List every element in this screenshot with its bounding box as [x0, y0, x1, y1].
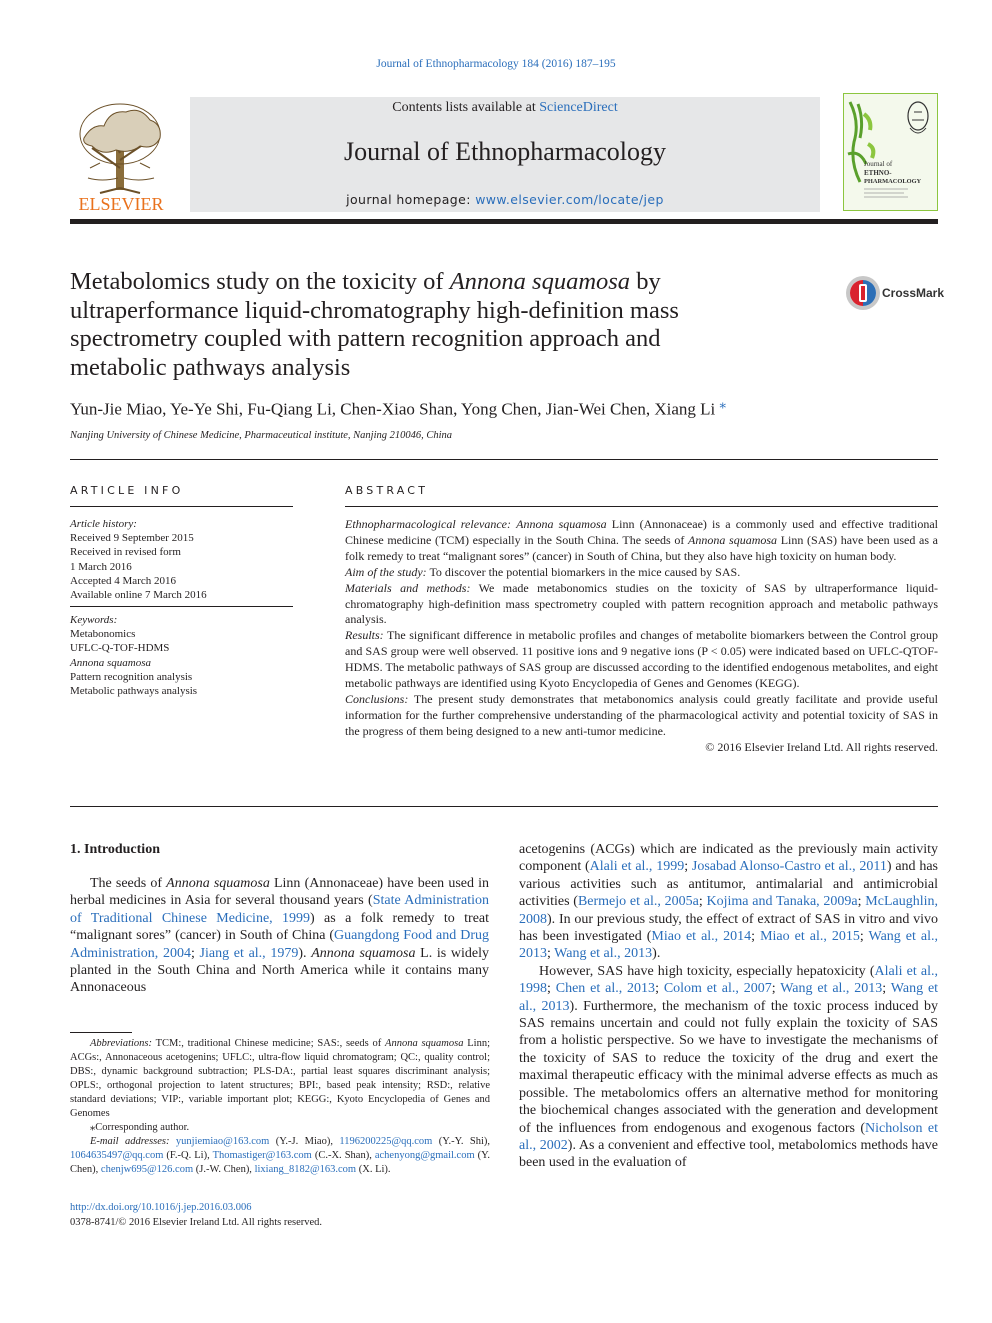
crossmark-label: CrossMark: [882, 286, 945, 300]
citation-link[interactable]: Jiang et al., 1979: [199, 945, 299, 961]
keywords-label: Keywords:: [70, 614, 118, 626]
title-part-2: by ultraperformance liquid-chromatography high-definition mass spectrometry coupled with pattern recognition approach and metabolic pathways analysis: [70, 268, 679, 381]
contents-prefix: Contents lists available at: [392, 100, 540, 115]
citation-link[interactable]: Chen et al., 2013: [555, 981, 656, 997]
title-part-1: Metabolomics study on the toxicity of: [70, 268, 450, 295]
text: ).: [298, 945, 312, 961]
abstract-aim: [345, 565, 938, 581]
article-info-heading: ARTICLE INFO: [70, 484, 184, 497]
relevance-text: Linn (SAS) have been used as a folk remedy to treat “malignant sores” (cancer) in South of China, but they also have high toxicity on human body.: [345, 532, 938, 563]
citation-link[interactable]: Nicholson et al., 2002: [519, 1120, 939, 1153]
author-list: [70, 396, 726, 420]
left-column: [70, 875, 489, 997]
publisher-name: ELSEVIER: [78, 194, 164, 214]
cover-line-3: PHARMACOLOGY: [864, 178, 922, 185]
email-label: E-mail addresses:: [90, 1136, 170, 1147]
email-owner: (Y.-J. Miao),: [269, 1136, 333, 1147]
citation-link[interactable]: Alali et al., 1998: [519, 963, 938, 997]
email-owner: (X. Li).: [356, 1164, 391, 1175]
cover-art-icon: [844, 94, 938, 211]
abstract-bottom-rule: [70, 806, 938, 807]
article-title: [70, 268, 760, 382]
text: TCM:, traditional Chinese medicine; SAS:, seeds of: [152, 1038, 386, 1049]
text: ;: [684, 859, 692, 875]
text: ;: [547, 981, 556, 997]
journal-title: Journal of Ethnopharmacology: [343, 137, 667, 166]
methods-text: We made metabonomics studies on the toxicity of SAS by ultraperformance liquid-chromatography high-definition mass spectrometry coupled with pattern recognition approach and metabolic pathways analysis.: [345, 580, 939, 627]
title-species: Annona squamosa: [449, 268, 631, 295]
history-line: Received 9 September 2015: [70, 532, 194, 545]
intro-paragraph: [519, 963, 938, 1172]
aim-text: To discover the potential biomarkers in the mice caused by SAS.: [426, 564, 741, 579]
keyword: Metabolic pathways analysis: [70, 685, 198, 698]
text: Linn (Annonaceae) have been used in herbal medicines in Asia for several thousand years (: [70, 876, 489, 909]
keyword: Annona squamosa: [70, 656, 151, 669]
citation-link[interactable]: Miao et al., 2014: [651, 929, 752, 945]
homepage-line: [190, 192, 820, 207]
right-column: [519, 841, 938, 1172]
text: ) as a folk remedy to treat “malignant sores” (cancer) in South of China (: [70, 910, 490, 944]
citation-link[interactable]: Bermejo et al., 2005a: [577, 894, 699, 910]
cover-line-2: ETHNO-: [864, 169, 892, 177]
email-owner: (F.-Q. Li),: [163, 1150, 210, 1161]
email-link[interactable]: 1196200225@qq.com: [339, 1136, 433, 1147]
crossmark-icon: [845, 275, 881, 311]
history-line: Accepted 4 March 2016: [70, 574, 176, 587]
species-name: Annona squamosa: [385, 1038, 464, 1049]
methods-label: Materials and methods:: [345, 580, 471, 595]
citation-link[interactable]: Wang et al., 2013: [554, 946, 653, 962]
conclusions-label: Conclusions:: [345, 691, 409, 706]
text: Linn; ACGs:, Annonaceous acetogenins; UFLC:, ultra-flow liquid chromatogram; QC:, quality control; DBS:, dynamic background subtraction; PLS-DA:, partial least squares discriminant analysis; OPLS:, orthogonal projection to latent structures; BPI:, based peak intensity; RSD:, relative standard deviations; VIP:, variable important plot; KEGG:, Kyoto Encyclopedia of Genes and Genomes: [70, 1038, 491, 1119]
relevance-text: Linn (Annonaceae) is a commonly used and effective traditional Chinese medicine (TCM) especially in the South China. The seeds of: [345, 517, 939, 547]
cover-line-1: Journal of: [864, 160, 893, 168]
crossmark-badge[interactable]: [845, 275, 945, 311]
text: acetogenins (ACGs) which are indicated as the previously main activity component (: [519, 842, 938, 875]
keyword: UFLC-Q-TOF-HDMS: [70, 642, 170, 655]
contents-line: [190, 100, 820, 116]
corresponding-footnote: ⁎Corresponding author.: [90, 1122, 190, 1133]
abstract-heading: ABSTRACT: [345, 484, 429, 497]
citation-link[interactable]: Wang et al., 2013: [780, 981, 883, 997]
history-line: Received in revised form: [70, 546, 181, 559]
history-line: 1 March 2016: [70, 560, 132, 573]
issn-copyright: 0378-8741/© 2016 Elsevier Ireland Ltd. All rights reserved.: [70, 1217, 323, 1228]
email-link[interactable]: lixiang_8182@163.com: [254, 1164, 357, 1175]
title-divider: [70, 459, 938, 460]
journal-cover-thumbnail[interactable]: [843, 93, 938, 211]
abstract-results: [345, 628, 938, 692]
citation-link[interactable]: State Administration of Traditional Chinese Medicine, 1999: [70, 893, 489, 926]
citation-link[interactable]: Alali et al., 1999: [589, 859, 685, 875]
text: ).: [652, 946, 661, 962]
authors-names[interactable]: Yun-Jie Miao, Ye-Ye Shi, Fu-Qiang Li, Chen-Xiao Shan, Yong Chen, Jian-Wei Chen, Xiang Li: [70, 399, 716, 419]
corresponding-author-mark[interactable]: ⁎: [719, 396, 726, 411]
footnote-rule: [70, 1032, 132, 1033]
journal-header-band: [190, 97, 820, 212]
text: ). As a convenient and effective tool, metabolomics methods have been used in the evaluation of: [519, 1137, 938, 1171]
email-owner: (Y. Chen),: [70, 1150, 491, 1175]
relevance-label: Ethnopharmacological relevance:: [345, 517, 511, 531]
citation-link[interactable]: Guangdong Food and Drug Administration, 2004: [70, 928, 489, 961]
citation-link[interactable]: Wang et al., 2013: [519, 981, 939, 1014]
text: ;: [751, 929, 761, 945]
email-link[interactable]: chenjw695@126.com: [100, 1164, 194, 1175]
relevance-species: Annona squamosa: [688, 532, 778, 547]
text: ;: [698, 894, 707, 910]
results-label: Results:: [345, 628, 384, 643]
email-footnote: [70, 1135, 490, 1177]
email-link[interactable]: 1064635497@qq.com: [70, 1150, 164, 1161]
text: ;: [882, 981, 891, 997]
text: ). Furthermore, the mechanism of the toxic process induced by SAS remains uncertain and could not fully explain the toxicity of SAS from a holistic perspective. So we have to investigate the mechanisms of the toxicity of SAS to reduce the toxicity of the drug and exert the maximal therapeutic efficacy with the minimal adverse effects as much as possible. The metabolomics offers an alternative method for monitoring the biochemical changes associated with the generation and development of the influences from endogenous and exogenous factors (: [519, 998, 938, 1136]
citation-link[interactable]: Josabad Alonso-Castro et al., 2011: [691, 859, 887, 875]
section-heading-introduction: 1. Introduction: [70, 842, 160, 857]
homepage-link[interactable]: www.elsevier.com/locate/jep: [475, 192, 664, 207]
text: ). In our previous study, the effect of extract of SAS in vitro and vivo has been investigated (: [519, 911, 938, 945]
elsevier-logo[interactable]: [70, 98, 172, 214]
citation-link[interactable]: Kojima and Tanaka, 2009a: [706, 894, 858, 910]
citation-link[interactable]: Wang et al., 2013: [519, 929, 939, 962]
intro-paragraph: [70, 875, 489, 997]
abstract-methods: [345, 581, 938, 629]
email-link[interactable]: Thomastiger@163.com: [212, 1150, 312, 1161]
sciencedirect-link[interactable]: ScienceDirect: [539, 100, 618, 115]
text: ;: [771, 981, 781, 997]
citation-link[interactable]: McLaughlin, 2008: [519, 894, 939, 927]
text: However, SAS have high toxicity, especially hepatoxicity (: [539, 963, 875, 979]
doi-link[interactable]: http://dx.doi.org/10.1016/j.jep.2016.03.006: [70, 1202, 252, 1213]
text: ;: [547, 946, 555, 962]
text: L. is widely planted in the South China and North America while it contains many Annonaceous: [70, 945, 490, 996]
header-rule: [70, 219, 938, 224]
aim-label: Aim of the study:: [345, 564, 427, 579]
elsevier-tree-icon: [70, 98, 172, 214]
keyword: Pattern recognition analysis: [70, 670, 193, 683]
text: ;: [857, 894, 866, 910]
history-line: Available online 7 March 2016: [70, 589, 207, 602]
text: ;: [190, 945, 200, 961]
text: ;: [655, 981, 664, 997]
abstract-rule: [345, 506, 938, 507]
abstract-body: [345, 517, 938, 756]
intro-paragraph-continued: [519, 841, 938, 963]
history-label: Article history:: [70, 518, 137, 530]
email-owner: (C.-X. Shan),: [311, 1150, 375, 1161]
journal-citation[interactable]: Journal of Ethnopharmacology 184 (2016) 187–195: [376, 58, 616, 70]
email-link[interactable]: achenyong@gmail.com: [374, 1150, 475, 1161]
homepage-prefix: journal homepage:: [346, 192, 476, 207]
citation-link[interactable]: Colom et al., 2007: [663, 981, 772, 997]
abstract-conclusions: [345, 692, 938, 740]
email-link[interactable]: yunjiemiao@163.com: [175, 1136, 270, 1147]
species-name: Annona squamosa: [166, 876, 270, 891]
article-history: [70, 517, 300, 602]
article-info-rule: [70, 506, 293, 507]
conclusions-text: The present study demonstrates that metabonomics analysis could greatly facilitate and provide useful information for the further comprehensive understanding of the pharmacological activity and potential toxicity of SAS in the progress of them being designed to a new anti-tumor medicine.: [345, 691, 938, 738]
email-owner: (Y.-Y. Shi),: [432, 1136, 490, 1147]
affiliation: Nanjing University of Chinese Medicine, Pharmaceutical institute, Nanjing 210046, China: [70, 430, 453, 441]
footnotes: [70, 1032, 490, 1177]
abbreviations-label: Abbreviations:: [90, 1038, 153, 1049]
text: ) and has various activities such as antitumor, antimalarial and antimicrobial activities (: [519, 859, 939, 910]
citation-link[interactable]: Miao et al., 2015: [760, 929, 860, 945]
keywords-list: [70, 613, 300, 698]
text: The seeds of: [90, 876, 167, 891]
doi-block: [70, 1200, 322, 1230]
email-owner: (J.-W. Chen),: [193, 1164, 255, 1175]
text: ;: [859, 929, 869, 945]
keyword: Metabonomics: [70, 628, 136, 641]
relevance-species: Annona squamosa: [516, 517, 607, 531]
abbreviations-footnote: [70, 1037, 490, 1121]
species-name: Annona squamosa: [311, 945, 416, 961]
keywords-rule: [70, 606, 293, 607]
results-text: The significant difference in metabolic profiles and changes of metabolite biomarkers between the Control group and SAS group were well observed. 11 positive ions and 9 negative ions (P < 0.05) were indicated based on UFLC-QTOF-HDMS. The metabolic pathways of SAS group are discussed according to the identified endogenous metabolites, and eight metabolic pathways are identified using Kyoto Encyclopedia of Genes and Genomes (KEGG).: [345, 628, 938, 691]
abstract-copyright: © 2016 Elsevier Ireland Ltd. All rights reserved.: [705, 739, 938, 754]
abstract-relevance: [345, 517, 938, 565]
